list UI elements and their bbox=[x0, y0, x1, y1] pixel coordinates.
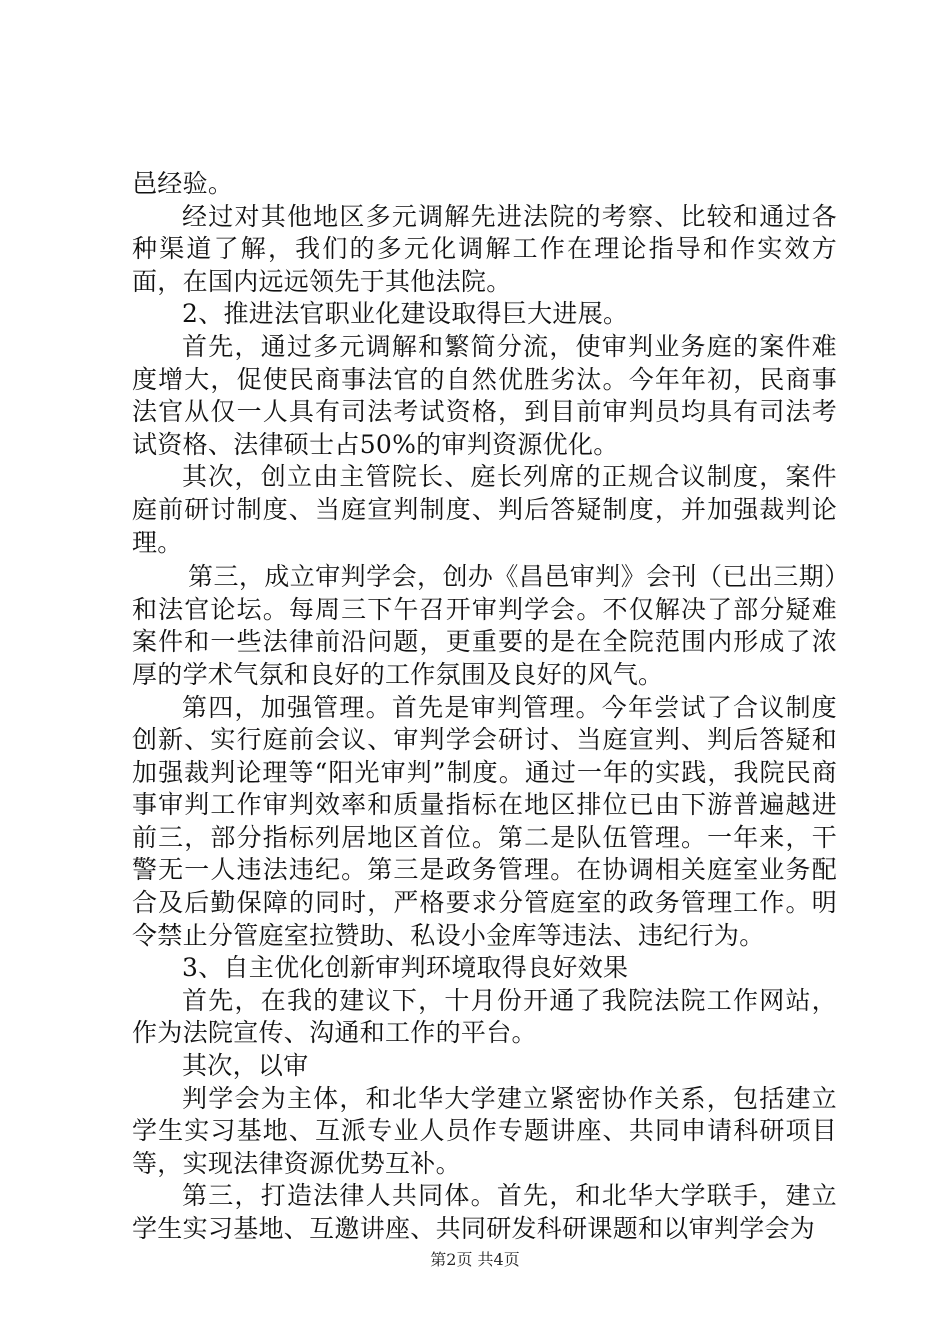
paragraph-legal-community: 第三，打造法律人共同体。首先，和北华大学联手，建立学生实习基地、互邀讲座、共同研发科研课题和以审判学会为 bbox=[132, 1181, 837, 1243]
paragraph-university-cooperation: 判学会为主体，和北华大学建立紧密协作关系，包括建立学生实习基地、互派专业人员作专题讲座、共同申请科研项目等，实现法律资源优势互补。 bbox=[132, 1083, 837, 1178]
section-heading-2: 2、推进法官职业化建设取得巨大进展。 bbox=[182, 299, 629, 329]
paragraph-continuation: 邑经验。 bbox=[132, 169, 234, 198]
paragraph-third: 第三，成立审判学会，创办《昌邑审判》会刊（已出三期）和法官论坛。每周三下午召开审判学会。不仅解决了部分疑难案件和一些法律前沿问题，更重要的是在全院范围内形成了浓厚的学术气氛和良好的工作氛围及良好的风气。 bbox=[132, 562, 837, 689]
paragraph-second: 其次，创立由主管院长、庭长列席的正规合议制度，案件庭前研讨制度、当庭宣判制度、判后答疑制度，并加强裁判论理。 bbox=[132, 462, 837, 557]
page-footer: 第2页 共4页 bbox=[430, 1250, 520, 1269]
paragraph-website: 首先，在我的建议下，十月份开通了我院法院工作网站，作为法院宣传、沟通和工作的平台。 bbox=[132, 985, 837, 1048]
paragraph-fourth: 第四，加强管理。首先是审判管理。今年尝试了合议制度创新、实行庭前会议、审判学会研讨、当庭宣判、判后答疑和加强裁判论理等“阳光审判”制度。通过一年的实践，我院民商事审判工作审判效率和质量指标在地区排位已由下游普遍越进前三，部分指标列居地区首位。第二是队伍管理。一年来，干警无一人违法违纪。第三是政务管理。在协调相关庭室业务配合及后勤保障的同时，严格要求分管庭室的政务管理工作。明令禁止分管庭室拉赞助、私设小金库等违法、违纪行为。 bbox=[132, 692, 837, 950]
paragraph-first: 首先，通过多元调解和繁简分流，使审判业务庭的案件难度增大，促使民商事法官的自然优胜劣汰。今年年初，民商事法官从仅一人具有司法考试资格，到目前审判员均具有司法考试资格、法律硕士占50%的审判资源优化。 bbox=[132, 331, 837, 459]
document-body bbox=[132, 168, 837, 1246]
section-heading-3: 3、自主优化创新审判环境取得良好效果 bbox=[182, 953, 629, 983]
paragraph-mediation-leading: 经过对其他地区多元调解先进法院的考察、比较和通过各种渠道了解，我们的多元化调解工作在理论指导和作实效方面，在国内远远领先于其他法院。 bbox=[132, 201, 837, 296]
paragraph-second-fragment: 其次，以审 bbox=[182, 1051, 309, 1081]
